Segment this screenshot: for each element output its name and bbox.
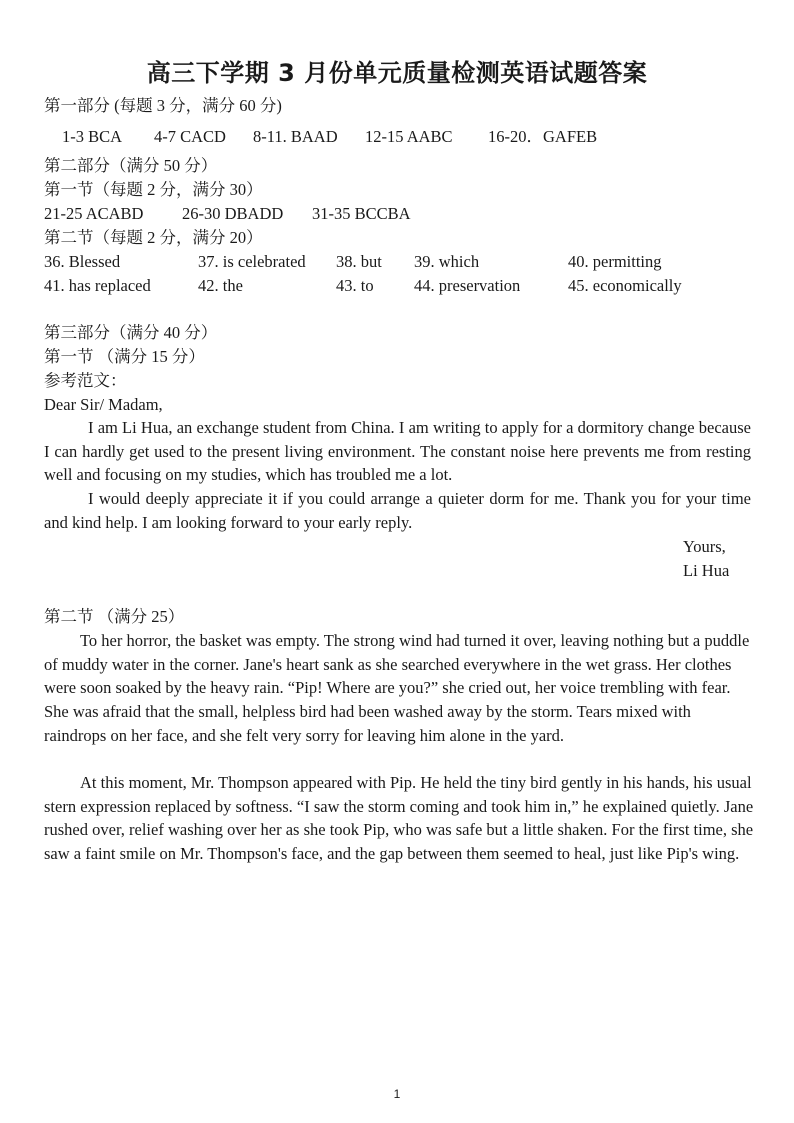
letter-paragraph: I am Li Hua, an exchange student from China. I am writing to apply for a dormitory change because I can hardly get used to the present living environment. The constant noise here prevents me from resting well and focusing on my studies, which has troubled me a lot. (44, 418, 751, 485)
part2-answer-group: 21-25 ACABD (44, 204, 144, 223)
part3-section2-heading: 第二节 （满分 25） (44, 607, 185, 626)
part2-answer-group: 31-35 BCCBA (312, 204, 411, 223)
grammar-answer: 44. preservation (414, 276, 521, 295)
part1-answer-group: 1-3 BCA (62, 127, 123, 146)
page-title: 高三下学期 3 月份单元质量检测英语试题答案 (146, 59, 648, 87)
letter-paragraph: I would deeply appreciate it if you could arrange a quieter dorm for me. Thank you for your time and kind help. I am looking forward to your early reply. (44, 489, 751, 532)
part2-section1-heading: 第一节（每题 2 分，满分 30） (44, 180, 263, 199)
part2-section2-heading: 第二节（每题 2 分，满分 20） (44, 228, 263, 247)
part3-section1-heading: 第一节 （满分 15 分） (44, 347, 205, 366)
story-paragraph: At this moment, Mr. Thompson appeared with Pip. He held the tiny bird gently in his hands, his usual stern expression replaced by softness. “I saw the storm coming and took him in,” he explained quietly. Jane rushed over, relief washing over her as she took Pip, who was safe but a little shaken. For the first time, she saw a faint smile on Mr. Thompson's face, and the gap between them seemed to heal, just like Pip's wing. (44, 773, 754, 864)
part1-answer-group: 16-20．GAFEB (488, 127, 598, 146)
part3-heading: 第三部分（满分 40 分） (44, 323, 218, 342)
part2-heading: 第二部分（满分 50 分） (44, 156, 218, 175)
grammar-answer: 40. permitting (568, 252, 662, 271)
grammar-answer: 43. to (336, 276, 374, 295)
sample-essay-label: 参考范文： (44, 371, 127, 390)
letter-salutation: Dear Sir/ Madam, (44, 395, 163, 414)
part1-answer-group: 4-7 CACD (154, 127, 226, 146)
grammar-answer: 39. which (414, 252, 480, 271)
letter-closing: Yours, (683, 537, 726, 556)
grammar-answer: 45. economically (568, 276, 682, 295)
grammar-answer: 36. Blessed (44, 252, 121, 271)
part2-answer-group: 26-30 DBADD (182, 204, 284, 223)
part1-heading: 第一部分 (每题 3 分，满分 60 分) (44, 96, 282, 115)
grammar-answer: 41. has replaced (44, 276, 151, 295)
grammar-answer: 37. is celebrated (198, 252, 306, 271)
part1-answer-group: 8-11. BAAD (253, 127, 338, 146)
page-number: 1 (393, 1087, 401, 1101)
story-paragraph: To her horror, the basket was empty. The strong wind had turned it over, leaving nothing but a puddle of muddy water in the corner. Jane's heart sank as she searched everywhere in the wet grass. Her clothes were soon soaked by the heavy rain. “Pip! Where are you?” she cried out, her voice trembling with fear. She was afraid that the small, helpless bird had been washed away by the storm. Tears mixed with raindrops on her face, and she felt very sorry for leaving him alone in the yard. (44, 631, 750, 745)
letter-signature: Li Hua (683, 561, 730, 580)
grammar-answer: 42. the (198, 276, 243, 295)
part1-answer-group: 12-15 AABC (365, 127, 453, 146)
grammar-answer: 38. but (336, 252, 382, 271)
